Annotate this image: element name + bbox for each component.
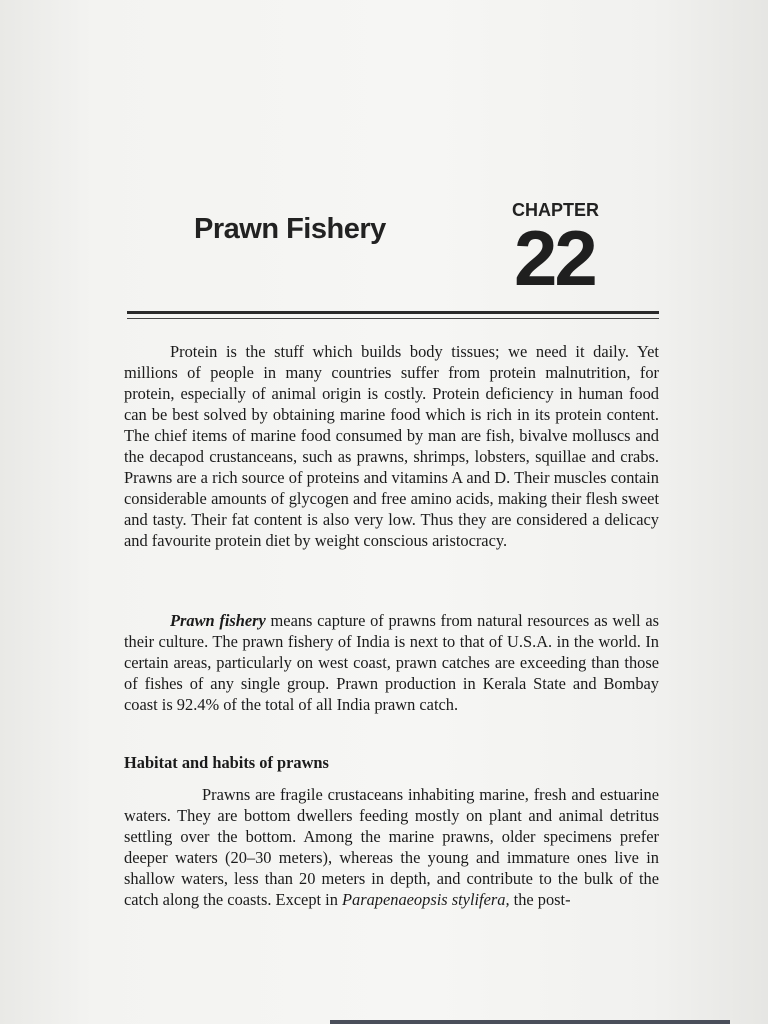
paragraph-prawn-fishery-text: means capture of prawns from natural resources as well as their culture. The prawn fishery of India is next to that of U.S.A. in the world. In certain areas, particularly on west coast, prawn catches are exceeding than those of fishes of any single group. Prawn production in Kerala State and Bombay coast is 92.4% of the total of all India prawn catch. bbox=[124, 611, 660, 714]
paragraph-prawn-fishery bbox=[124, 610, 659, 715]
term-prawn-fishery: Prawn fishery bbox=[170, 611, 266, 630]
paragraph-habitat-end: the post- bbox=[509, 890, 571, 909]
paragraph-intro: Protein is the stuff which builds body tissues; we need it daily. Yet millions of people in many countries suffer from protein malnutrition, for protein, especially of animal origin is costly. Protein deficiency in human food can be best solved by obtaining marine food which is rich in its protein content. The chief items of marine food consumed by man are fish, bivalve molluscs and the decapod crustanceans, such as prawns, shrimps, lobsters, squillae and crabs. Prawns are a rich source of proteins and vitamins A and D. Their muscles contain considerable amounts of glycogen and free amino acids, making their flesh sweet and tasty. Their fat content is also very low. Thus they are considered a delicacy and favourite protein diet by weight conscious aristocracy. bbox=[124, 342, 659, 550]
chapter-number: 22 bbox=[514, 214, 595, 302]
species-name: Parapenaeopsis stylifera, bbox=[342, 890, 510, 909]
header-rule-thick bbox=[127, 311, 659, 314]
paragraph-habitat-text: Prawns are fragile crustaceans inhabiting marine, fresh and estuarine waters. They are bottom dwellers feeding mostly on plant and animal detritus settling over the bottom. Among the marine prawns, older specimens prefer deeper waters (20–30 meters), whereas the young and immature ones live in shallow waters, less than 20 meters in depth, and contribute to the bulk of the catch along the coasts. Except in bbox=[124, 785, 659, 909]
chapter-title: Prawn Fishery bbox=[194, 213, 386, 245]
bottom-edge-strip bbox=[330, 1020, 730, 1024]
section-heading: Habitat and habits of prawns bbox=[124, 753, 329, 772]
chapter-label: CHAPTER bbox=[512, 200, 600, 220]
header-rule-thin bbox=[127, 318, 659, 319]
paragraph-habitat bbox=[124, 784, 659, 910]
